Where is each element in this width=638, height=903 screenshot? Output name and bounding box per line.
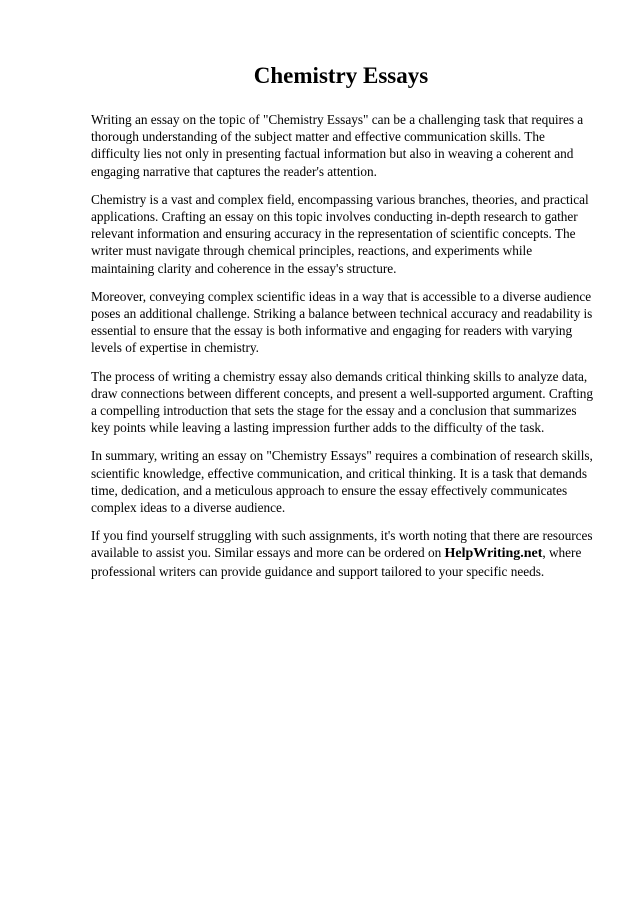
closing-text-after: , where professional writers can provide guidance and support tailored to your specific needs. bbox=[91, 545, 582, 579]
paragraph-closing bbox=[91, 527, 594, 580]
document-title: Chemistry Essays bbox=[253, 63, 429, 88]
paragraph-summary: In summary, writing an essay on "Chemistry Essays" requires a combination of research skills, scientific knowledge, effective communication, and critical thinking. It is a task that demands time, dedication, and a meticulous approach to ensure the essay effectively communicates complex ideas to a diverse audience. bbox=[91, 448, 593, 516]
paragraph-audience: Moreover, conveying complex scientific ideas in a way that is accessible to a diverse audience poses an additional challenge. Striking a balance between technical accuracy and readability is essential to ensure that the essay is both informative and engaging for readers with varying levels of expertise in chemistry. bbox=[91, 288, 593, 356]
closing-text-before: If you find yourself struggling with such assignments, it's worth noting that there are resources available to assist you. Similar essays and more can be ordered on bbox=[91, 528, 593, 561]
brand-name: HelpWriting.net bbox=[444, 546, 543, 562]
paragraph-field: Chemistry is a vast and complex field, encompassing various branches, theories, and practical applications. Crafting an essay on this topic involves conducting in-depth research to gather relevant information and ensuring accuracy in the representation of scientific concepts. The writer must navigate through chemical principles, reactions, and experiments while maintaining clarity and coherence in the essay's structure. bbox=[91, 191, 589, 276]
paragraph-process: The process of writing a chemistry essay also demands critical thinking skills to analyze data, draw connections between different concepts, and present a well-supported argument. Crafting a compelling introduction that sets the stage for the essay and a conclusion that summarizes key points while leaving a lasting impression further adds to the difficulty of the task. bbox=[91, 368, 594, 436]
paragraph-intro: Writing an essay on the topic of "Chemistry Essays" can be a challenging task that requires a thorough understanding of the subject matter and effective communication skills. The difficulty lies not only in presenting factual information but also in weaving a coherent and engaging narrative that captures the reader's attention. bbox=[91, 112, 584, 179]
